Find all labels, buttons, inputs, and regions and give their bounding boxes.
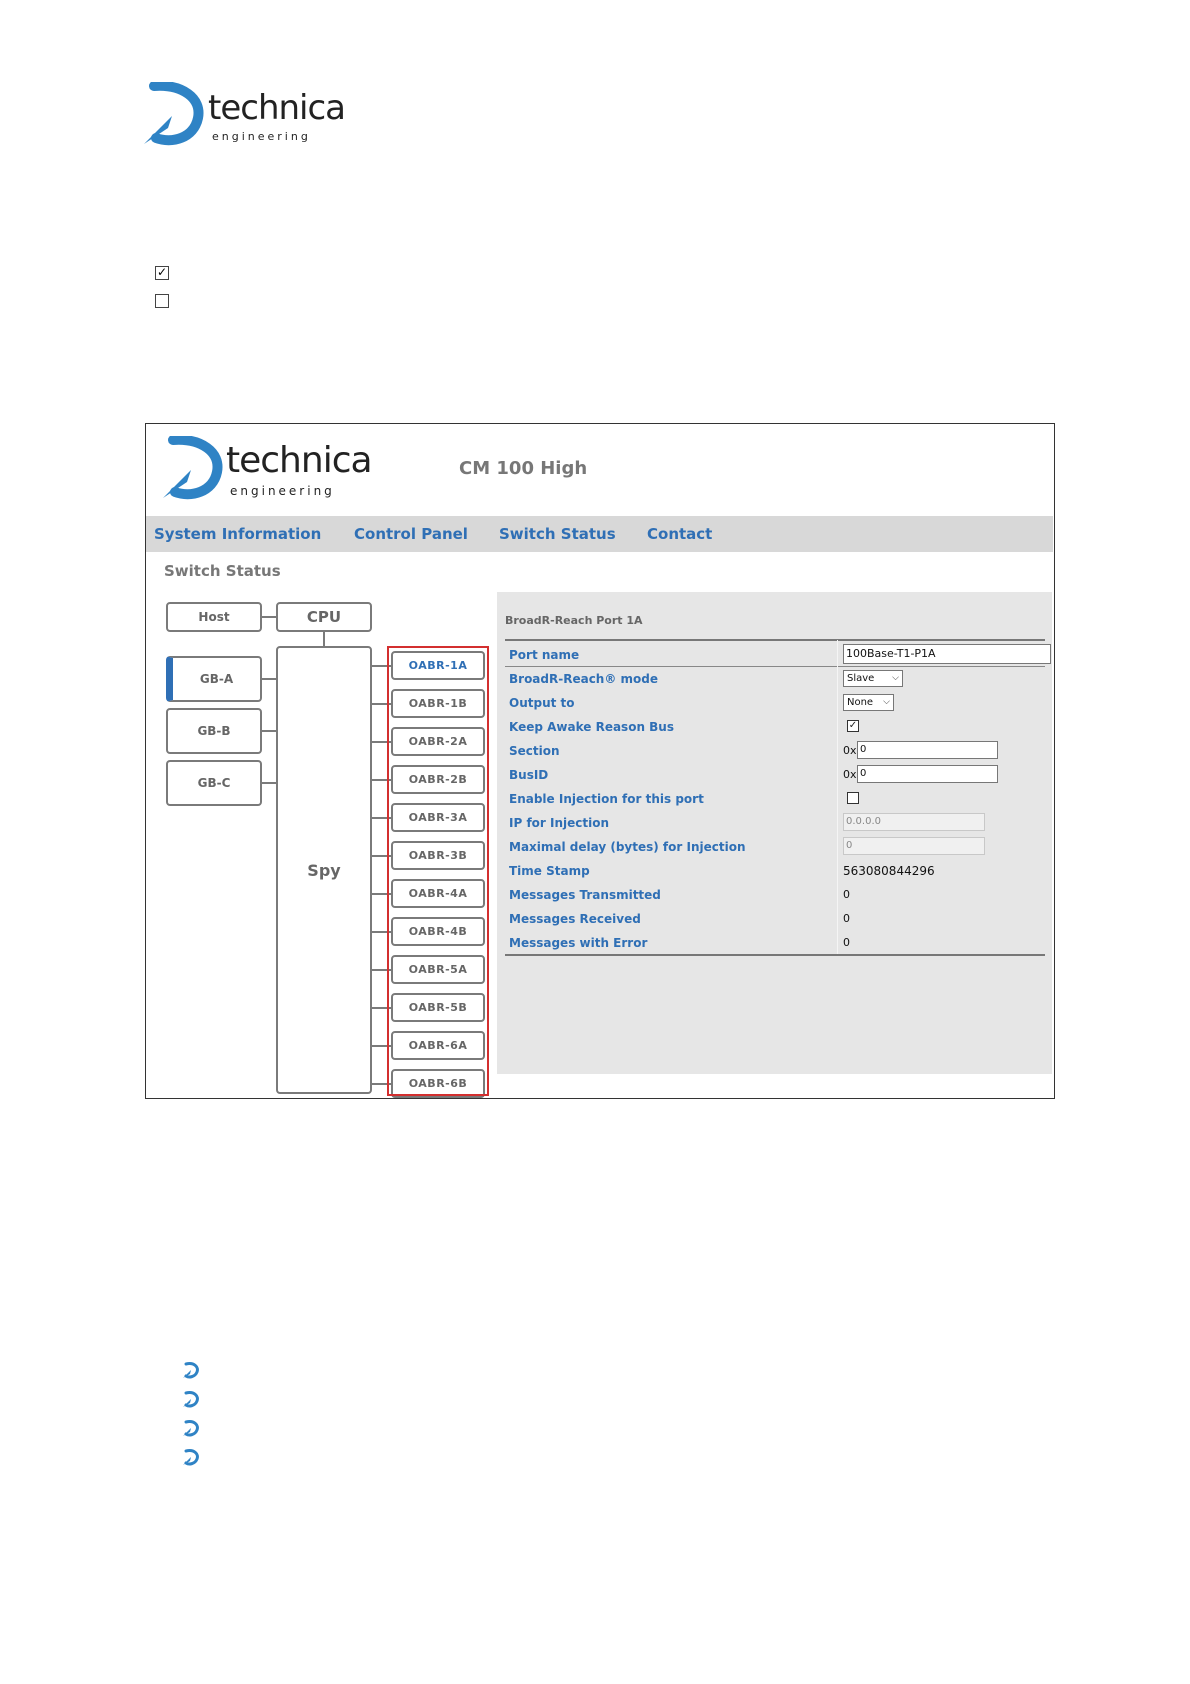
doc-logo-name: technica [208, 88, 346, 128]
gb-a-box[interactable]: GB-A [166, 656, 262, 702]
checkmark-icon: ✓ [156, 265, 168, 279]
logo-bullet-icon [182, 1419, 200, 1437]
port-oabr-6b[interactable]: OABR-6B [391, 1069, 485, 1098]
port-oabr-1b[interactable]: OABR-1B [391, 689, 485, 718]
port-oabr-3a[interactable]: OABR-3A [391, 803, 485, 832]
ip-injection-input[interactable]: 0.0.0.0 [843, 813, 985, 831]
err-label: Messages with Error [509, 936, 648, 950]
enable-injection-checkbox[interactable] [847, 792, 859, 804]
busid-input[interactable]: 0 [857, 765, 998, 783]
max-delay-input[interactable]: 0 [843, 837, 985, 855]
doc-checkbox-checked[interactable] [155, 266, 169, 280]
port-oabr-6a[interactable]: OABR-6A [391, 1031, 485, 1060]
busid-prefix: 0x [843, 768, 857, 781]
port-oabr-4b[interactable]: OABR-4B [391, 917, 485, 946]
oabr-highlight-frame [387, 646, 489, 1096]
spy-box[interactable]: Spy [276, 646, 372, 1094]
panel-title: BroadR-Reach Port 1A [505, 614, 643, 627]
app-logo [158, 434, 372, 504]
timestamp-value: 563080844296 [843, 864, 935, 878]
port-oabr-5b[interactable]: OABR-5B [391, 993, 485, 1022]
output-select[interactable]: None ⌵ [843, 694, 894, 711]
technica-logo-icon [160, 436, 224, 502]
app-logo-sub: engineering [230, 484, 335, 498]
doc-checkbox-unchecked[interactable] [155, 294, 169, 308]
port-oabr-2a[interactable]: OABR-2A [391, 727, 485, 756]
nav-switch-status[interactable]: Switch Status [499, 525, 616, 543]
technica-logo-icon [142, 82, 204, 148]
mode-label: BroadR-Reach® mode [509, 672, 659, 686]
err-value: 0 [843, 936, 850, 949]
cpu-box[interactable]: CPU [276, 602, 372, 632]
port-oabr-4a[interactable]: OABR-4A [391, 879, 485, 908]
section-prefix: 0x [843, 744, 857, 757]
device-title: CM 100 High [459, 458, 588, 479]
gb-b-box[interactable]: GB-B [166, 708, 262, 754]
busid-label: BusID [509, 768, 549, 782]
section-label: Section [509, 744, 560, 758]
doc-logo-sub: engineering [212, 130, 311, 143]
host-box[interactable]: Host [166, 602, 262, 632]
nav-bar [146, 516, 1053, 552]
port-name-input[interactable]: 100Base-T1-P1A [843, 644, 1051, 664]
max-delay-label: Maximal delay (bytes) for Injection [509, 840, 746, 854]
timestamp-label: Time Stamp [509, 864, 590, 878]
output-label: Output to [509, 696, 575, 710]
page-title: Switch Status [164, 562, 281, 580]
chevron-down-icon: ⌵ [892, 673, 899, 683]
mode-select[interactable]: Slave ⌵ [843, 670, 903, 687]
port-detail-panel [497, 592, 1052, 1074]
keep-awake-checkbox[interactable]: ✓ [848, 720, 858, 731]
rx-label: Messages Received [509, 912, 641, 926]
gb-c-box[interactable]: GB-C [166, 760, 262, 806]
ip-injection-label: IP for Injection [509, 816, 610, 830]
section-input[interactable]: 0 [857, 741, 998, 759]
logo-bullet-icon [182, 1361, 200, 1379]
nav-control-panel[interactable]: Control Panel [354, 525, 468, 543]
port-oabr-5a[interactable]: OABR-5A [391, 955, 485, 984]
port-oabr-3b[interactable]: OABR-3B [391, 841, 485, 870]
doc-logo [142, 82, 346, 148]
switch-status-screenshot [145, 423, 1055, 1099]
logo-bullet-icon [182, 1390, 200, 1408]
rx-value: 0 [843, 912, 850, 925]
keep-awake-label: Keep Awake Reason Bus [509, 720, 674, 734]
port-oabr-2b[interactable]: OABR-2B [391, 765, 485, 794]
tx-label: Messages Transmitted [509, 888, 661, 902]
port-oabr-1a[interactable]: OABR-1A [391, 651, 485, 680]
port-name-label: Port name [509, 648, 580, 662]
enable-injection-label: Enable Injection for this port [509, 792, 704, 806]
tx-value: 0 [843, 888, 850, 901]
chevron-down-icon: ⌵ [883, 697, 890, 707]
nav-contact[interactable]: Contact [647, 525, 713, 543]
logo-bullet-icon [182, 1448, 200, 1466]
nav-system-information[interactable]: System Information [154, 525, 322, 543]
app-logo-name: technica [226, 440, 372, 481]
